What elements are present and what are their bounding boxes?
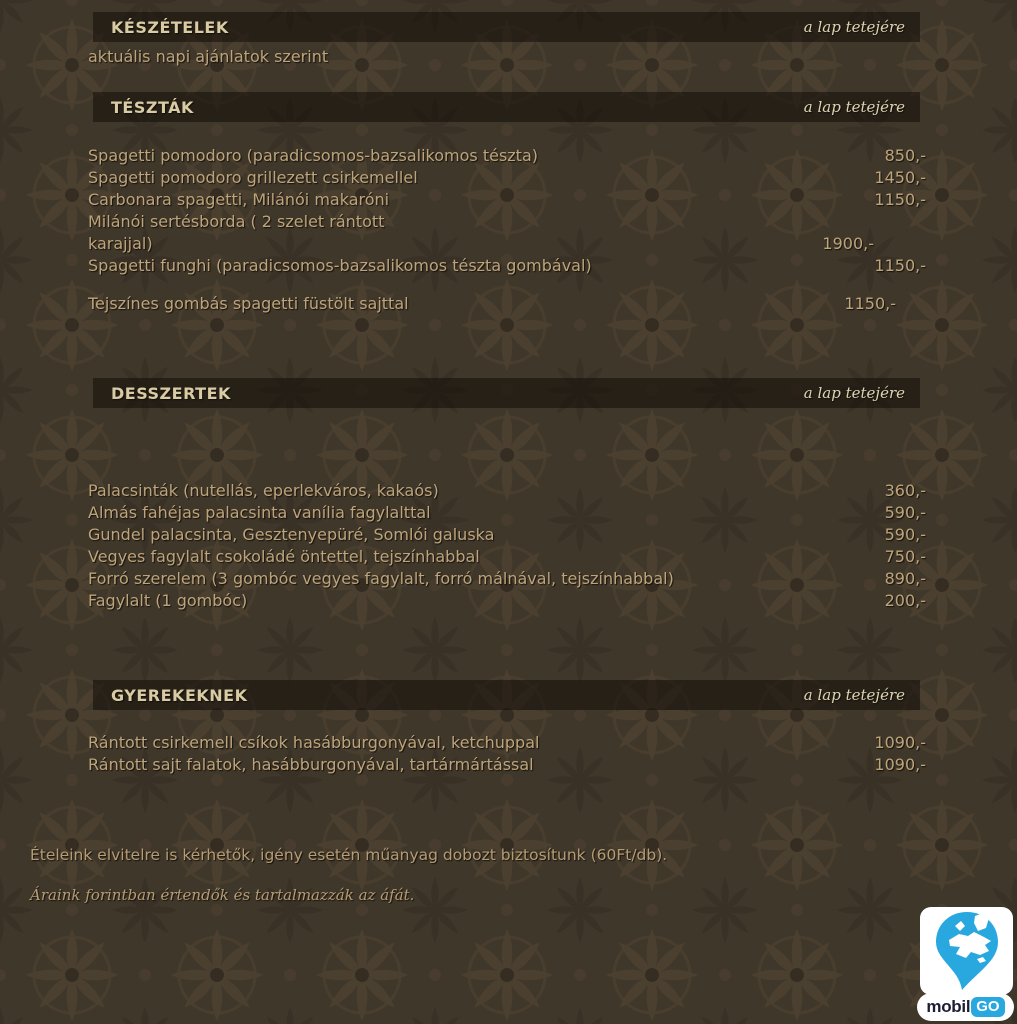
menu-item-row xyxy=(88,502,926,524)
menu-item-price: 1450,- xyxy=(874,168,926,187)
menu-item-name: Milánói sertésborda ( 2 szelet rántott xyxy=(88,212,385,231)
menu-item-name: Tejszínes gombás spagetti füstölt sajttal xyxy=(88,294,409,313)
menu-item-row xyxy=(88,480,926,502)
back-to-top-link[interactable]: a lap tetejére xyxy=(803,98,905,116)
menu-item-price: 1090,- xyxy=(874,733,926,752)
menu-item-row xyxy=(88,255,926,277)
section-title: DESSZERTEK xyxy=(111,383,231,403)
mobilgo-logo[interactable] xyxy=(917,907,1014,1021)
menu-item-name: Gundel palacsinta, Gesztenyepüré, Somlói galuska xyxy=(88,525,495,544)
mobilgo-brand-prefix: mobil xyxy=(926,997,971,1016)
menu-item-price: 890,- xyxy=(884,569,926,588)
menu-item-row xyxy=(88,167,926,189)
menu-item-row xyxy=(88,754,926,776)
menu-item-price: 1900,- xyxy=(822,234,874,253)
back-to-top-link[interactable]: a lap tetejére xyxy=(803,686,905,704)
section-title: GYEREKEKNEK xyxy=(111,685,248,705)
menu-item-row xyxy=(88,145,926,167)
vat-note: Áraink forintban értendők és tartalmazzák az áfát. xyxy=(30,886,415,904)
back-to-top-link[interactable]: a lap tetejére xyxy=(803,18,905,36)
mobilgo-brand-suffix: GO xyxy=(971,997,1004,1017)
menu-item-price: 1150,- xyxy=(874,190,926,209)
menu-item-price: 750,- xyxy=(884,547,926,566)
menu-item-row xyxy=(88,189,926,211)
section-title: KÉSZÉTELEK xyxy=(111,17,229,37)
section-header-keszetelek xyxy=(93,12,920,42)
menu-item-name: Rántott sajt falatok, hasábburgonyával, tartármártással xyxy=(88,755,534,774)
menu-item-name: Spagetti funghi (paradicsomos-bazsalikomos tészta gombával) xyxy=(88,256,592,275)
menu-items-gyerekeknek xyxy=(88,732,926,776)
menu-items-tesztak xyxy=(88,145,926,315)
section-header-gyerekeknek xyxy=(93,680,920,710)
menu-item-row xyxy=(88,590,926,612)
keszetelek-note: aktuális napi ajánlatok szerint xyxy=(88,47,329,66)
back-to-top-link[interactable]: a lap tetejére xyxy=(803,384,905,402)
menu-item-price: 360,- xyxy=(884,481,926,500)
menu-item-name: karajjal) xyxy=(88,234,153,253)
europe-map-pin-icon xyxy=(931,910,1003,992)
takeaway-note: Ételeink elvitelre is kérhetők, igény esetén műanyag dobozt biztosítunk (60Ft/db). xyxy=(30,846,668,864)
mobilgo-wordmark xyxy=(917,993,1014,1021)
menu-item-row xyxy=(88,546,926,568)
mobilgo-logo-card xyxy=(920,907,1013,995)
menu-item-price: 590,- xyxy=(884,503,926,522)
menu-item-row xyxy=(88,211,926,233)
menu-item-row xyxy=(88,732,926,754)
menu-item-name: Spagetti pomodoro (paradicsomos-bazsalikomos tészta) xyxy=(88,146,538,165)
menu-item-price: 200,- xyxy=(884,591,926,610)
section-title: TÉSZTÁK xyxy=(111,97,194,117)
section-header-desszertek xyxy=(93,378,920,408)
menu-item-name: Palacsinták (nutellás, eperlekváros, kakaós) xyxy=(88,481,439,500)
menu-item-row xyxy=(88,293,926,315)
menu-item-name: Rántott csirkemell csíkok hasábburgonyával, ketchuppal xyxy=(88,733,540,752)
menu-item-row xyxy=(88,568,926,590)
menu-item-name: Fagylalt (1 gombóc) xyxy=(88,591,248,610)
menu-item-price: 590,- xyxy=(884,525,926,544)
menu-item-price: 850,- xyxy=(884,146,926,165)
menu-item-row xyxy=(88,233,926,255)
menu-item-row xyxy=(88,524,926,546)
menu-item-name: Almás fahéjas palacsinta vanília fagylalttal xyxy=(88,503,431,522)
menu-item-name: Vegyes fagylalt csokoládé öntettel, tejszínhabbal xyxy=(88,547,480,566)
menu-item-price: 1090,- xyxy=(874,755,926,774)
menu-items-desszertek xyxy=(88,480,926,612)
menu-item-name: Carbonara spagetti, Milánói makaróni xyxy=(88,190,390,209)
menu-item-price: 1150,- xyxy=(844,294,896,313)
section-header-tesztak xyxy=(93,92,920,122)
menu-item-name: Forró szerelem (3 gombóc vegyes fagylalt, forró málnával, tejszínhabbal) xyxy=(88,569,674,588)
menu-item-name: Spagetti pomodoro grillezett csirkemellel xyxy=(88,168,418,187)
menu-item-price: 1150,- xyxy=(874,256,926,275)
